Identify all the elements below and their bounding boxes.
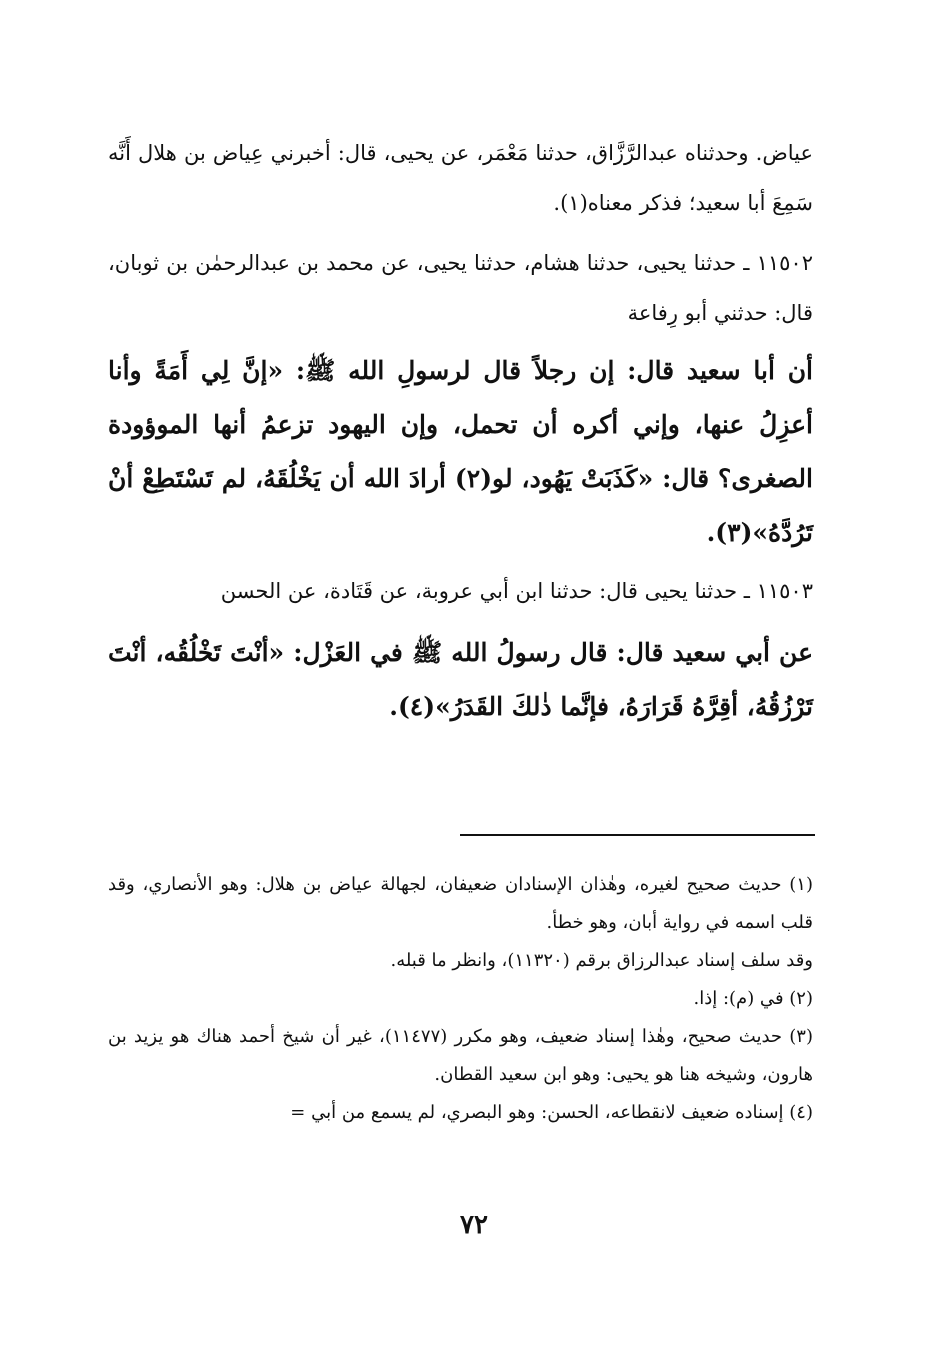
main-text xyxy=(108,128,813,734)
footnote-2: (٢) في (م): إذا. xyxy=(693,988,813,1009)
hadith-number: ١١٥٠٢ xyxy=(756,251,813,275)
page-number: ٧٢ xyxy=(460,1210,488,1240)
isnad-text: حدثنا يحيى قال: حدثنا ابن أبي عروبة، عن قَتَادة، عن الحسن xyxy=(220,579,738,603)
footnote-1-continued: وقد سلف إسناد عبدالرزاق برقم (١١٣٢٠)، وانظر ما قبله. xyxy=(390,950,813,971)
hadith-11503-matn: عن أبي سعيد قال: قال رسولُ الله ﷺ في العَزْل: «أنْتَ تَخْلُقُه، أنْتَ تَرْزُقُهُ، أقِرَّهُ قَرَارَهُ، فإنَّما ذٰلكَ القَدَرُ»(٤). xyxy=(108,638,813,721)
footnote-divider xyxy=(460,834,815,836)
hadith-11503-isnad xyxy=(108,566,813,616)
hadith-11502-matn: أن أبا سعيد قال: إن رجلاً قال لرسولِ الله ﷺ: «إنَّ لِي أَمَةً وأنا أعزِلُ عنها، وإني أكره أن تحمل، وإن اليهود تزعمُ أنها الموؤودة الصغرى؟ قال: «كَذَبَتْ يَهُود، لو(٢) أرادَ الله أن يَخْلُقَهُ، لم تَسْتَطِعْ أنْ تَرُدَّهُ»(٣). xyxy=(108,356,813,547)
footnote-3: (٣) حديث صحيح، وهٰذا إسناد ضعيف، وهو مكرر (١١٤٧٧)، غير أن شيخ أحمد هناك هو يزيد بن هارون، وشيخه هنا هو يحيى: وهو ابن سعيد القطان. xyxy=(108,1026,813,1085)
footnotes xyxy=(108,866,813,1132)
hadith-11502-isnad xyxy=(108,238,813,338)
isnad-text: حدثنا يحيى، حدثنا هشام، حدثنا يحيى، عن محمد بن عبدالرحمٰن بن ثوبان، قال: حدثني أبو رِفاعة xyxy=(108,251,813,325)
isnad-paragraph: عياض. وحدثناه عبدالرَّزَّاق، حدثنا مَعْمَر، عن يحيى، قال: أخبرني عِياض بن هلال أَنَّه سَمِعَ أبا سعيد؛ فذكر معناه(١). xyxy=(108,141,813,215)
dash: ـ xyxy=(737,579,757,603)
footnote-4: (٤) إسناده ضعيف لانقطاعه، الحسن: وهو البصري، لم يسمع من أبي = xyxy=(290,1102,813,1123)
dash: ـ xyxy=(736,251,757,275)
hadith-number: ١١٥٠٣ xyxy=(756,579,813,603)
footnote-1: (١) حديث صحيح لغيره، وهٰذان الإسنادان ضعيفان، لجهالة عياض بن هلال: وهو الأنصاري، وقد قلب اسمه في رواية أبان، وهو خطأ. xyxy=(108,874,813,933)
